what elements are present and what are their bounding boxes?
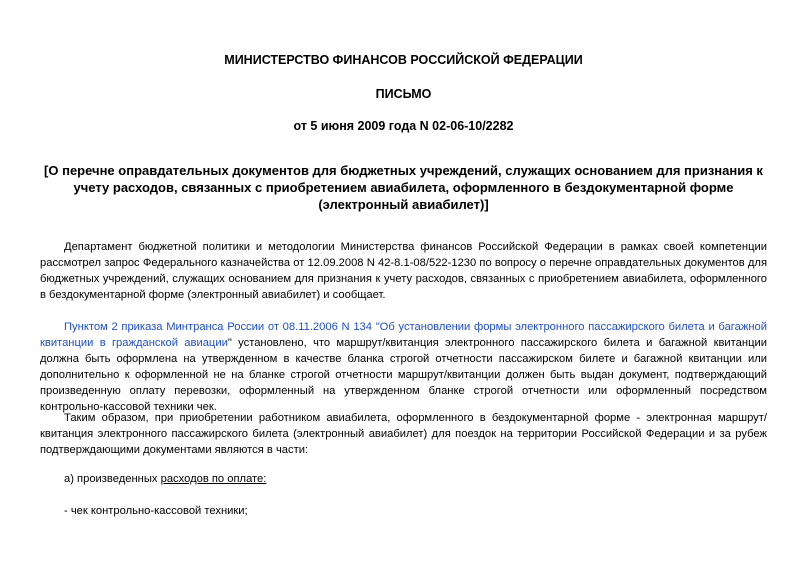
document-date-number: от 5 июня 2009 года N 02-06-10/2282: [293, 119, 514, 133]
document-subject: [О перечне оправдательных документов для бюджетных учреждений, служащих основанием для признания к учету расходов, связанных с приобретением авиабилета, оформленного в бездокументарной форме (электронный авиабилет)]: [44, 163, 763, 212]
list-item-a: [64, 471, 266, 487]
list-item-a-underlined[interactable]: расходов по оплате:: [160, 473, 267, 485]
order-link[interactable]: Пунктом 2 приказа Минтранса России от 08.11.2006 N 134 "Об установлении формы электронного пассажирского билета и багажной квитанции в гражданской авиации: [40, 321, 767, 349]
paragraph-3: Таким образом, при приобретении работником авиабилета, оформленного в бездокументарной форме - электронная маршрут/квитанция электронного пассажирского билета (электронный авиабилет) для поездок на территории Российской Федерации и за рубеж подтверждающими документами являются в части:: [40, 412, 767, 456]
list-item-dash: - чек контрольно-кассовой техники;: [64, 505, 248, 517]
list-item-a-prefix: а) произведенных: [64, 473, 161, 485]
paragraph-2: [40, 319, 767, 415]
paragraph-2-text: " установлено, что маршрут/квитанция электронного пассажирского билета и багажной квитанции должна быть оформлена на утвержденном в качестве бланка строгой отчетности пассажирском билете и багажной квитанции или дополнительно к оформленной не на бланке строгой отчетности маршрут/квитанции должен быть выдан документ, подтверждающий произведенную оплату перевозки, оформленный на утвержденном бланке строгой отчетности или оформленный посредством контрольно-кассовой техники чек.: [40, 337, 767, 413]
ministry-heading: МИНИСТЕРСТВО ФИНАНСОВ РОССИЙСКОЙ ФЕДЕРАЦИИ: [224, 53, 583, 67]
document-type: ПИСЬМО: [375, 87, 432, 101]
paragraph-1: Департамент бюджетной политики и методологии Министерства финансов Российской Федерации в рамках своей компетенции рассмотрел запрос Федерального казначейства от 12.09.2008 N 42-8.1-08/522-1230 по вопросу о перечне оправдательных документов для бюджетных учреждений, служащих основанием для признания к учету расходов, связанных с приобретением авиабилета, оформленного в бездокументарной форме (электронный авиабилет) и сообщает.: [40, 241, 767, 301]
